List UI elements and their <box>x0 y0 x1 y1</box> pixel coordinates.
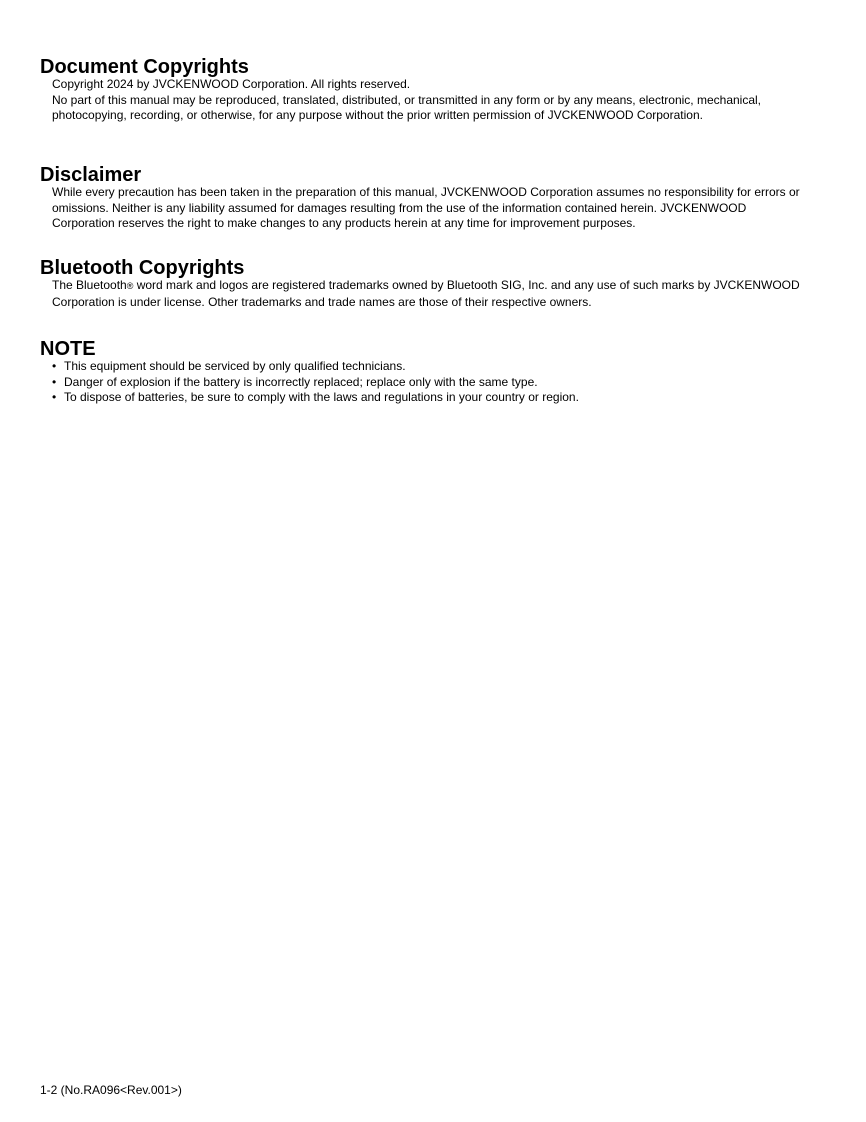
heading-bluetooth-copyrights: Bluetooth Copyrights <box>40 257 245 279</box>
heading-document-copyrights: Document Copyrights <box>40 56 249 78</box>
heading-note: NOTE <box>40 338 96 360</box>
note-item-text: Danger of explosion if the battery is incorrectly replaced; replace only with the same type. <box>64 374 538 389</box>
reproduction-notice: No part of this manual may be reproduced, translated, distributed, or transmitted in any form or by any means, electronic, mechanical, photocopying, recording, or otherwise, for any purpose without the prior written permission of JVCKENWOOD Corporation. <box>52 92 762 123</box>
bullet-icon: • <box>52 374 57 389</box>
bullet-icon: • <box>52 390 57 405</box>
bluetooth-text-rest: word mark and logos are registered trademarks owned by Bluetooth SIG, Inc. and any use of such marks by JVCKENWOOD Corporation is under license. Other trademarks and trade names are those of their respective owners. <box>52 278 800 309</box>
page-footer-reference: 1-2 (No.RA096<Rev.001>) <box>40 1083 182 1097</box>
heading-disclaimer: Disclaimer <box>40 164 142 186</box>
bullet-icon: • <box>52 359 57 373</box>
section-document-copyrights <box>40 57 800 124</box>
disclaimer-body <box>52 185 800 232</box>
section-bluetooth-copyrights <box>40 258 800 310</box>
bluetooth-copyrights-body <box>52 278 800 310</box>
registered-mark: ® <box>126 281 134 291</box>
list-item <box>52 359 800 375</box>
section-note <box>40 339 800 406</box>
copyright-statement: Copyright 2024 by JVCKENWOOD Corporation. All rights reserved. <box>52 77 411 91</box>
list-item <box>52 375 800 391</box>
note-list <box>52 359 800 406</box>
bluetooth-paragraph <box>52 278 800 310</box>
document-copyrights-body <box>52 77 800 124</box>
list-item <box>52 390 800 406</box>
note-item-text: This equipment should be serviced by only qualified technicians. <box>64 359 406 373</box>
bluetooth-text-start: The Bluetooth <box>52 278 127 292</box>
note-item-text: To dispose of batteries, be sure to comply with the laws and regulations in your country or region. <box>64 390 579 405</box>
section-disclaimer <box>40 165 800 232</box>
disclaimer-paragraph: While every precaution has been taken in the preparation of this manual, JVCKENWOOD Corporation assumes no responsibility for errors or omissions. Neither is any liability assumed for damages resulting from the use of the information contained herein. JVCKENWOOD Corporation reserves the right to make changes to any products herein at any time for improvement purposes. <box>52 185 800 231</box>
